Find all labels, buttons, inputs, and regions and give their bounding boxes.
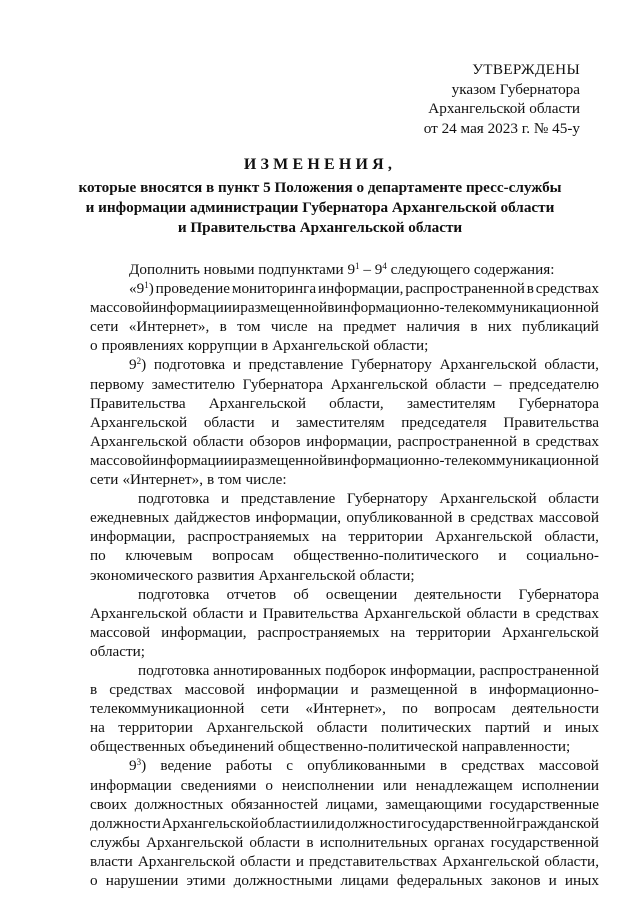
body-word: освещении — [325, 585, 398, 603]
body-word: в — [526, 280, 534, 298]
subtitle-line: которые вносятся в пункт 5 Положения о департаменте пресс-службы — [78, 179, 562, 196]
approval-date: от 24 мая 2023 г. № 45-у — [423, 119, 580, 137]
body-word: территории — [348, 528, 424, 546]
body-word: подготовка — [138, 661, 210, 679]
body-word: должностными — [233, 872, 333, 889]
body-word: неисполнении — [281, 776, 374, 794]
body-word: представление — [248, 356, 344, 374]
body-line — [90, 852, 599, 871]
body-word: «$9^1$) — [129, 280, 154, 298]
body-line — [90, 661, 599, 680]
body-word: информации, — [306, 432, 392, 450]
body-word: области — [240, 852, 291, 870]
body-line — [90, 451, 599, 470]
body-word: массовой — [90, 451, 151, 469]
body-word: в — [327, 451, 335, 469]
body-word: информационно-телекоммуникационной — [334, 451, 599, 469]
body-word: массовой — [538, 509, 599, 527]
body-word: Губернатору — [350, 356, 432, 374]
body-word: территории — [118, 719, 193, 737]
body-word: представительствах — [309, 852, 438, 870]
body-word: них — [487, 318, 512, 336]
body-word: информации, — [255, 509, 342, 527]
body-word: в — [457, 509, 465, 527]
body-word: телекоммуникационной — [90, 700, 245, 718]
body-word: массовой — [90, 299, 151, 317]
body-word: сети — [90, 471, 119, 489]
body-word: проявлениях — [101, 337, 184, 355]
body-word: председателя — [401, 413, 487, 431]
body-word: числе: — [245, 471, 287, 489]
body-word: и — [232, 356, 241, 374]
body-line — [90, 833, 599, 852]
body-word: отчетов — [226, 585, 277, 603]
body-word: и — [350, 681, 359, 699]
body-word: – — [493, 375, 502, 393]
body-word: информации — [150, 299, 232, 317]
body-word: области; — [359, 566, 415, 584]
body-word: по — [402, 700, 418, 718]
body-word: общественных — [90, 738, 186, 756]
body-word: законов — [490, 872, 541, 889]
approval-line: указом Губернатора — [451, 80, 580, 98]
body-word: средствах — [535, 432, 599, 450]
body-word: должности — [90, 814, 161, 832]
body-word: партий — [484, 719, 531, 737]
body-word: или — [382, 776, 407, 794]
body-word: Архангельской — [272, 337, 370, 355]
body-line — [90, 623, 599, 642]
body-word: мониторинга — [231, 280, 317, 298]
body-word: исполнительных — [319, 833, 428, 851]
body-word: в — [327, 299, 335, 317]
body-word: иных — [564, 872, 599, 889]
body-word: информационно- — [488, 681, 599, 699]
body-word: должностных — [134, 795, 224, 813]
body-word: области — [466, 604, 518, 622]
body-word: о — [90, 337, 98, 355]
body-word: проведение — [155, 280, 230, 298]
body-word: Архангельской — [435, 528, 533, 546]
body-word: области, — [544, 356, 599, 374]
body-word: органах — [433, 833, 485, 851]
body-word: развития — [197, 566, 255, 584]
body-word: в — [207, 471, 215, 489]
body-word: общественно-политической — [277, 738, 458, 756]
body-word: области — [435, 375, 487, 393]
body-word: информации, — [90, 528, 176, 546]
body-word: сведениями — [180, 776, 257, 794]
body-word: информации — [256, 681, 339, 699]
body-word: Архангельской — [330, 375, 428, 393]
body-word: и — [498, 547, 507, 565]
body-word: коррупции — [187, 337, 258, 355]
body-word: области — [259, 814, 311, 832]
body-word: на — [390, 623, 406, 641]
body-word: средствах — [461, 757, 525, 775]
body-word: Архангельской — [501, 623, 599, 641]
body-word: публикаций — [522, 318, 599, 336]
body-word: в — [470, 318, 478, 336]
body-word: области — [203, 413, 255, 431]
body-word: вопросам — [434, 700, 496, 718]
body-word: опубликованными — [307, 757, 426, 775]
body-word: области; — [90, 642, 145, 660]
document-body — [90, 260, 599, 890]
body-word: по — [90, 547, 106, 565]
body-word: области, — [544, 528, 599, 546]
body-word: в — [261, 337, 269, 355]
body-word: социально- — [526, 547, 599, 565]
body-line — [90, 375, 599, 394]
body-word: аннотированных — [213, 661, 322, 679]
body-word: Архангельской — [439, 490, 537, 508]
body-word: на — [321, 528, 337, 546]
body-line — [90, 413, 599, 432]
body-word: представление — [240, 490, 336, 508]
body-line — [90, 585, 599, 604]
body-word: или — [311, 814, 335, 832]
body-word: размещенной — [370, 681, 458, 699]
body-line — [90, 737, 599, 756]
body-word: должности — [335, 814, 407, 832]
body-word: информации, — [161, 623, 247, 641]
body-word: средствах — [470, 509, 534, 527]
body-word: распространенной — [479, 661, 599, 679]
body-word: о — [90, 872, 98, 889]
body-word: нарушении — [105, 872, 179, 889]
body-word: федеральных — [396, 872, 483, 889]
body-word: ключевым — [125, 547, 193, 565]
body-word: «Интернет», — [128, 318, 210, 336]
body-word: информации, — [318, 280, 404, 298]
body-word: Правительства — [90, 394, 186, 412]
body-word: о — [265, 776, 273, 794]
body-word: в — [522, 432, 530, 450]
body-word: дайджестов — [174, 509, 251, 527]
body-word: и — [543, 719, 552, 737]
body-word: области, — [329, 394, 384, 412]
body-word: и — [271, 413, 280, 431]
body-word: и — [249, 604, 258, 622]
body-word: Правительства — [503, 413, 599, 431]
body-word: этими — [186, 872, 226, 889]
body-word: деятельности — [414, 585, 502, 603]
body-word: замещающими — [385, 795, 482, 813]
body-word: Архангельской — [137, 852, 235, 870]
body-word: об — [293, 585, 309, 603]
body-word: Архангельской — [206, 719, 304, 737]
body-word: Губернатора — [242, 375, 323, 393]
approval-heading: УТВЕРЖДЕНЫ — [472, 61, 580, 78]
body-line — [90, 680, 599, 699]
body-word: председателю — [509, 375, 599, 393]
body-word: обязанностей — [230, 795, 319, 813]
body-line — [90, 394, 599, 413]
body-line — [90, 489, 599, 508]
subtitle-line: и информации администрации Губернатора Архангельской области — [85, 198, 555, 216]
body-word: Архангельской — [90, 604, 188, 622]
body-text: Дополнить новыми подпунктами $9^1 - 9^4$ следующего содержания: — [129, 261, 555, 278]
body-word: предмет — [343, 318, 397, 336]
body-word: и — [220, 490, 230, 508]
body-word: Архангельской — [439, 356, 537, 374]
body-word: Правительства — [262, 604, 359, 622]
body-word: Архангельской — [146, 833, 244, 851]
body-word: деятельности — [512, 700, 599, 718]
body-word: подборок — [325, 661, 387, 679]
body-line — [90, 355, 599, 374]
body-word: массовой — [90, 623, 151, 641]
body-word: размещенной — [240, 299, 328, 317]
body-word: $9^2$) — [129, 356, 147, 374]
body-line — [90, 432, 599, 451]
body-line — [90, 776, 599, 795]
body-word: области; — [373, 337, 429, 355]
body-line — [90, 604, 599, 623]
body-word: службы — [90, 833, 140, 851]
body-word: своих — [90, 795, 128, 813]
body-word: средствах — [535, 604, 599, 622]
approval-stamp — [380, 60, 580, 138]
body-line — [90, 260, 599, 279]
body-word: $9^3$) — [129, 757, 147, 775]
body-word: области — [192, 432, 244, 450]
body-word: «Интернет», — [305, 700, 386, 718]
body-word: ежедневных — [90, 509, 170, 527]
body-word: подготовка — [153, 356, 226, 374]
body-line — [90, 642, 599, 661]
body-line — [90, 795, 599, 814]
body-word: и — [295, 852, 304, 870]
body-line — [90, 871, 599, 890]
body-word: в — [469, 681, 477, 699]
body-word: и — [232, 299, 241, 317]
body-line — [90, 527, 599, 546]
body-line — [90, 279, 599, 298]
body-word: средствах — [535, 280, 599, 298]
body-word: Губернатора — [518, 394, 599, 412]
body-word: государственной — [407, 814, 516, 832]
body-word: экономического — [90, 566, 194, 584]
body-word: информационно-телекоммуникационной — [334, 299, 599, 317]
body-word: с — [286, 757, 294, 775]
body-word: области — [548, 490, 599, 508]
body-word: государственные — [489, 795, 599, 813]
body-word: сети — [90, 318, 119, 336]
body-word: области — [192, 604, 244, 622]
body-word: опубликованной — [346, 509, 453, 527]
body-line — [90, 470, 599, 489]
body-line — [90, 699, 599, 718]
body-word: исполнении — [521, 776, 599, 794]
body-word: в — [90, 681, 98, 699]
body-word: политических — [380, 719, 472, 737]
body-word: массовой — [184, 681, 245, 699]
body-word: Архангельской — [90, 432, 188, 450]
body-word: Архангельской — [442, 852, 540, 870]
body-line — [90, 718, 599, 737]
body-word: области — [249, 833, 301, 851]
body-word: Архангельской — [208, 394, 306, 412]
body-word: в — [439, 757, 447, 775]
body-word: заместителям — [406, 394, 496, 412]
body-word: на — [90, 719, 105, 737]
body-line — [90, 336, 599, 355]
body-word: и — [232, 451, 241, 469]
body-word: направленности; — [461, 738, 571, 756]
body-word: Архангельской — [161, 814, 259, 832]
body-word: ненадлежащем — [415, 776, 513, 794]
body-word: вопросам — [212, 547, 274, 565]
body-word: Архангельской — [90, 413, 188, 431]
body-word: обзоров — [249, 432, 301, 450]
body-word: лицами — [340, 872, 389, 889]
body-word: иных — [564, 719, 599, 737]
body-word: распространенной — [397, 432, 518, 450]
body-word: области — [316, 719, 368, 737]
body-word: том — [237, 318, 261, 336]
body-word: власти — [90, 852, 133, 870]
subtitle-line: и Правительства Архангельской области — [177, 218, 463, 236]
body-word: гражданской — [516, 814, 599, 832]
body-word: подготовка — [138, 490, 210, 508]
body-line — [90, 566, 599, 585]
body-word: лицами, — [325, 795, 378, 813]
document-subtitle — [60, 178, 580, 237]
body-word: распространенной — [405, 280, 525, 298]
body-word: Губернатору — [346, 490, 428, 508]
body-line — [90, 814, 599, 833]
body-word: средствах — [109, 681, 173, 699]
body-word: Архангельской — [363, 604, 462, 622]
body-line — [90, 298, 599, 317]
body-word: в — [306, 833, 314, 851]
body-word: информации — [150, 451, 232, 469]
body-word: информации — [90, 776, 172, 794]
body-line — [90, 756, 599, 775]
body-word: «Интернет», — [122, 471, 203, 489]
body-word: общественно-политического — [293, 547, 479, 565]
body-word: в — [219, 318, 227, 336]
body-word: государственной — [490, 833, 599, 851]
body-word: и — [548, 872, 557, 889]
body-word: числе — [270, 318, 308, 336]
body-word: на — [318, 318, 333, 336]
body-word: работы — [225, 757, 273, 775]
body-word: сети — [260, 700, 290, 718]
body-word: объединений — [189, 738, 274, 756]
body-word: области, — [544, 852, 599, 870]
body-word: Губернатора — [518, 585, 599, 603]
body-word: распространяемых — [257, 623, 380, 641]
body-word: ведение — [160, 757, 212, 775]
body-word: наличия — [406, 318, 460, 336]
body-line — [90, 317, 599, 336]
document-title: ИЗМЕНЕНИЯ, — [243, 156, 397, 173]
body-word: в — [522, 604, 531, 622]
body-word: подготовка — [138, 585, 210, 603]
body-line — [90, 546, 599, 565]
body-word: Архангельской — [258, 566, 356, 584]
body-word: массовой — [538, 757, 599, 775]
approval-line: Архангельской области — [428, 100, 580, 118]
body-word: территории — [416, 623, 491, 641]
body-word: заместителю — [151, 375, 235, 393]
body-word: размещенной — [240, 451, 328, 469]
body-word: заместителям — [296, 413, 385, 431]
body-word: информации, — [390, 661, 476, 679]
body-word: распространяемых — [187, 528, 310, 546]
body-word: первому — [90, 375, 145, 393]
body-line — [90, 508, 599, 527]
body-word: том — [218, 471, 242, 489]
